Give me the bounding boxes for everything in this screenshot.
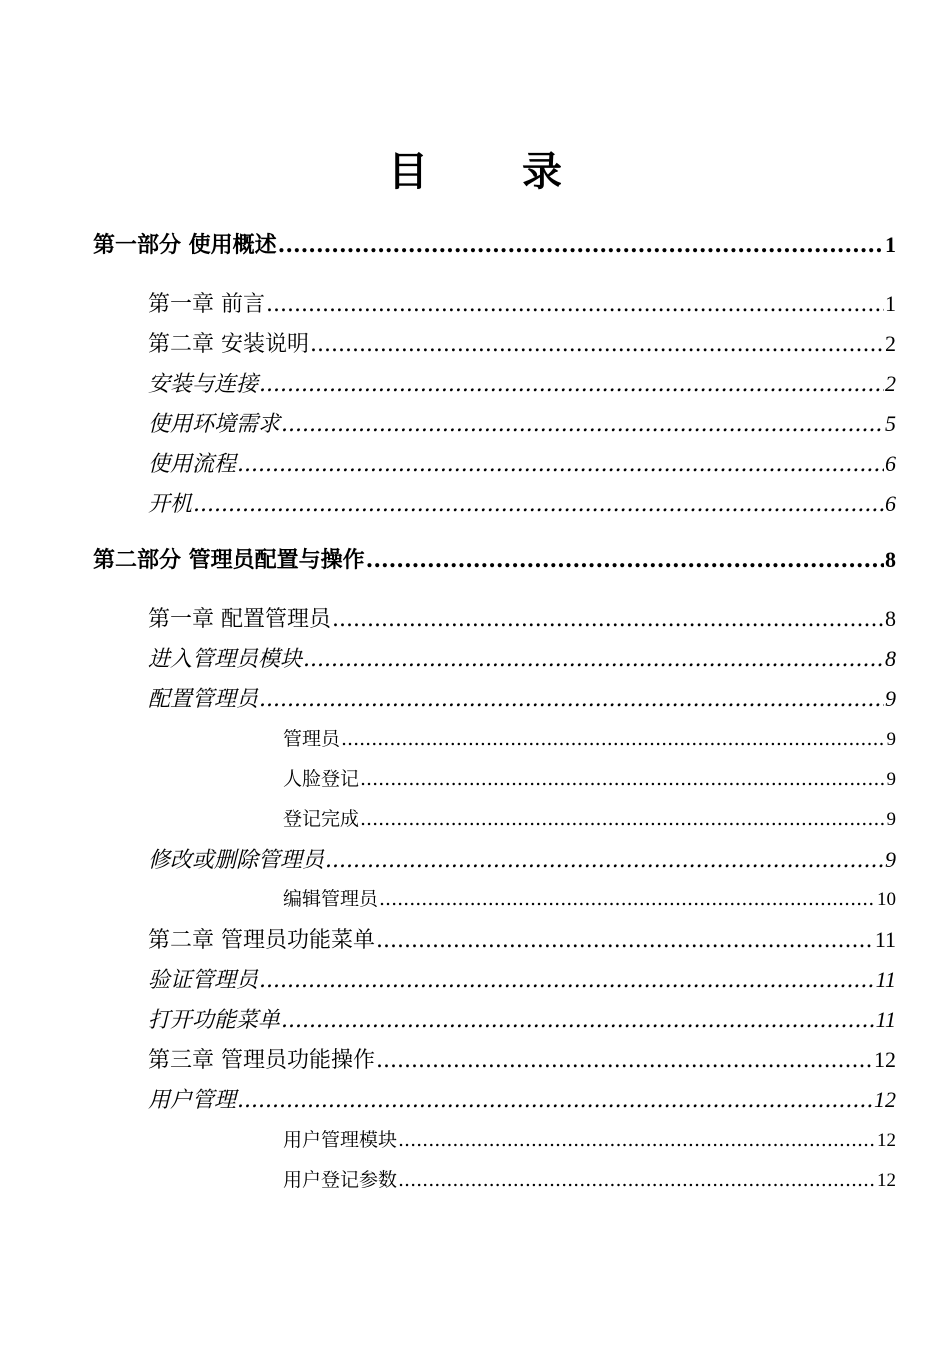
toc-entry-page: 11 bbox=[875, 967, 896, 992]
leader-dots bbox=[310, 332, 884, 357]
leader-dots bbox=[325, 848, 884, 873]
toc-entry-section[interactable] bbox=[148, 642, 896, 673]
leader-dots bbox=[398, 1129, 876, 1151]
toc-entry-page: 1 bbox=[885, 291, 896, 316]
toc-entry-section[interactable] bbox=[148, 1003, 896, 1034]
toc-entry-text: 修改或删除管理员 bbox=[148, 848, 325, 873]
toc-entry-text: 人脸登记 bbox=[283, 768, 360, 790]
toc-entry-page: 9 bbox=[885, 847, 896, 872]
toc-entry-part-1[interactable] bbox=[93, 228, 896, 259]
toc-entry-page: 2 bbox=[885, 331, 896, 356]
toc-entry-text: 使用环境需求 bbox=[148, 412, 281, 437]
toc-entry-text: 编辑管理员 bbox=[283, 888, 379, 910]
toc-entry-section[interactable] bbox=[148, 843, 896, 874]
toc-entry-text: 第二部分 管理员配置与操作 bbox=[93, 547, 365, 573]
leader-dots bbox=[360, 808, 885, 830]
toc-entry-subsection[interactable] bbox=[283, 1165, 896, 1192]
leader-dots bbox=[303, 647, 884, 672]
toc-entry-page: 9 bbox=[885, 686, 896, 711]
toc-entry-section[interactable] bbox=[148, 487, 896, 518]
toc-entry-subsection[interactable] bbox=[283, 1125, 896, 1152]
toc-entry-page: 8 bbox=[885, 606, 896, 631]
leader-dots bbox=[259, 968, 875, 993]
leader-dots bbox=[332, 607, 884, 632]
toc-entry-chapter[interactable] bbox=[148, 923, 896, 954]
leader-dots bbox=[376, 928, 874, 953]
toc-entry-chapter[interactable] bbox=[148, 1043, 896, 1074]
toc-entry-text: 开机 bbox=[148, 492, 193, 517]
toc-entry-page: 12 bbox=[877, 1170, 896, 1191]
toc-entry-text: 验证管理员 bbox=[148, 968, 259, 993]
toc-entry-page: 12 bbox=[874, 1087, 896, 1112]
toc-entry-page: 10 bbox=[877, 889, 896, 910]
toc-entry-page: 1 bbox=[885, 232, 896, 257]
toc-entry-chapter[interactable] bbox=[148, 327, 896, 358]
toc-entry-section[interactable] bbox=[148, 407, 896, 438]
toc-entry-subsection[interactable] bbox=[283, 764, 896, 791]
toc-entry-section[interactable] bbox=[148, 963, 896, 994]
toc-entry-section[interactable] bbox=[148, 447, 896, 478]
toc-entry-section[interactable] bbox=[148, 1083, 896, 1114]
toc-entry-subsection[interactable] bbox=[283, 804, 896, 831]
toc-entry-page: 9 bbox=[886, 729, 896, 750]
toc-entry-chapter[interactable] bbox=[148, 287, 896, 318]
toc-entry-page: 9 bbox=[886, 809, 896, 830]
leader-dots bbox=[398, 1169, 876, 1191]
leader-dots bbox=[259, 372, 884, 397]
toc-entry-text: 第一章 配置管理员 bbox=[148, 607, 331, 632]
leader-dots bbox=[376, 1048, 873, 1073]
toc-entry-part-2[interactable] bbox=[93, 543, 896, 574]
leader-dots bbox=[281, 1008, 875, 1033]
leader-dots bbox=[278, 232, 884, 258]
toc-entry-text: 用户管理 bbox=[148, 1088, 237, 1113]
toc-entry-text: 登记完成 bbox=[283, 808, 360, 830]
toc-entry-page: 6 bbox=[885, 491, 896, 516]
toc-entry-page: 11 bbox=[875, 1007, 896, 1032]
toc-entry-page: 12 bbox=[877, 1130, 896, 1151]
toc-title: 目 录 bbox=[388, 148, 602, 195]
toc-entry-text: 安装与连接 bbox=[148, 372, 259, 397]
toc-entry-section[interactable] bbox=[148, 367, 896, 398]
leader-dots bbox=[266, 292, 884, 317]
leader-dots bbox=[379, 888, 876, 910]
toc-entry-page: 12 bbox=[874, 1047, 896, 1072]
leader-dots bbox=[281, 412, 884, 437]
leader-dots bbox=[341, 728, 885, 750]
toc-entry-page: 5 bbox=[885, 411, 896, 436]
toc-entry-page: 8 bbox=[885, 547, 896, 572]
leader-dots bbox=[237, 1088, 873, 1113]
toc-entry-text: 第一章 前言 bbox=[148, 292, 265, 317]
leader-dots bbox=[193, 492, 884, 517]
toc-entry-text: 用户管理模块 bbox=[283, 1129, 398, 1151]
toc-entry-text: 配置管理员 bbox=[148, 687, 259, 712]
toc-entry-text: 第二章 安装说明 bbox=[148, 332, 309, 357]
toc-entry-page: 8 bbox=[885, 646, 896, 671]
toc-entry-page: 9 bbox=[886, 769, 896, 790]
toc-entry-text: 进入管理员模块 bbox=[148, 647, 303, 672]
toc-entry-text: 第三章 管理员功能操作 bbox=[148, 1048, 375, 1073]
toc-entry-text: 使用流程 bbox=[148, 452, 237, 477]
leader-dots bbox=[360, 768, 885, 790]
toc-entry-subsection[interactable] bbox=[283, 724, 896, 751]
toc-entry-text: 打开功能菜单 bbox=[148, 1008, 281, 1033]
leader-dots bbox=[259, 687, 884, 712]
toc-entry-page: 6 bbox=[885, 451, 896, 476]
toc-entry-text: 管理员 bbox=[283, 728, 341, 750]
toc-entry-subsection[interactable] bbox=[283, 884, 896, 911]
toc-entry-page: 2 bbox=[885, 371, 896, 396]
toc-entry-chapter[interactable] bbox=[148, 602, 896, 633]
toc-entry-page: 11 bbox=[874, 927, 896, 952]
toc-entry-text: 第一部分 使用概述 bbox=[93, 232, 277, 258]
toc-entry-text: 第二章 管理员功能菜单 bbox=[148, 928, 375, 953]
leader-dots bbox=[237, 452, 884, 477]
toc-entry-section[interactable] bbox=[148, 682, 896, 713]
leader-dots bbox=[366, 547, 884, 573]
toc-entry-text: 用户登记参数 bbox=[283, 1169, 398, 1191]
